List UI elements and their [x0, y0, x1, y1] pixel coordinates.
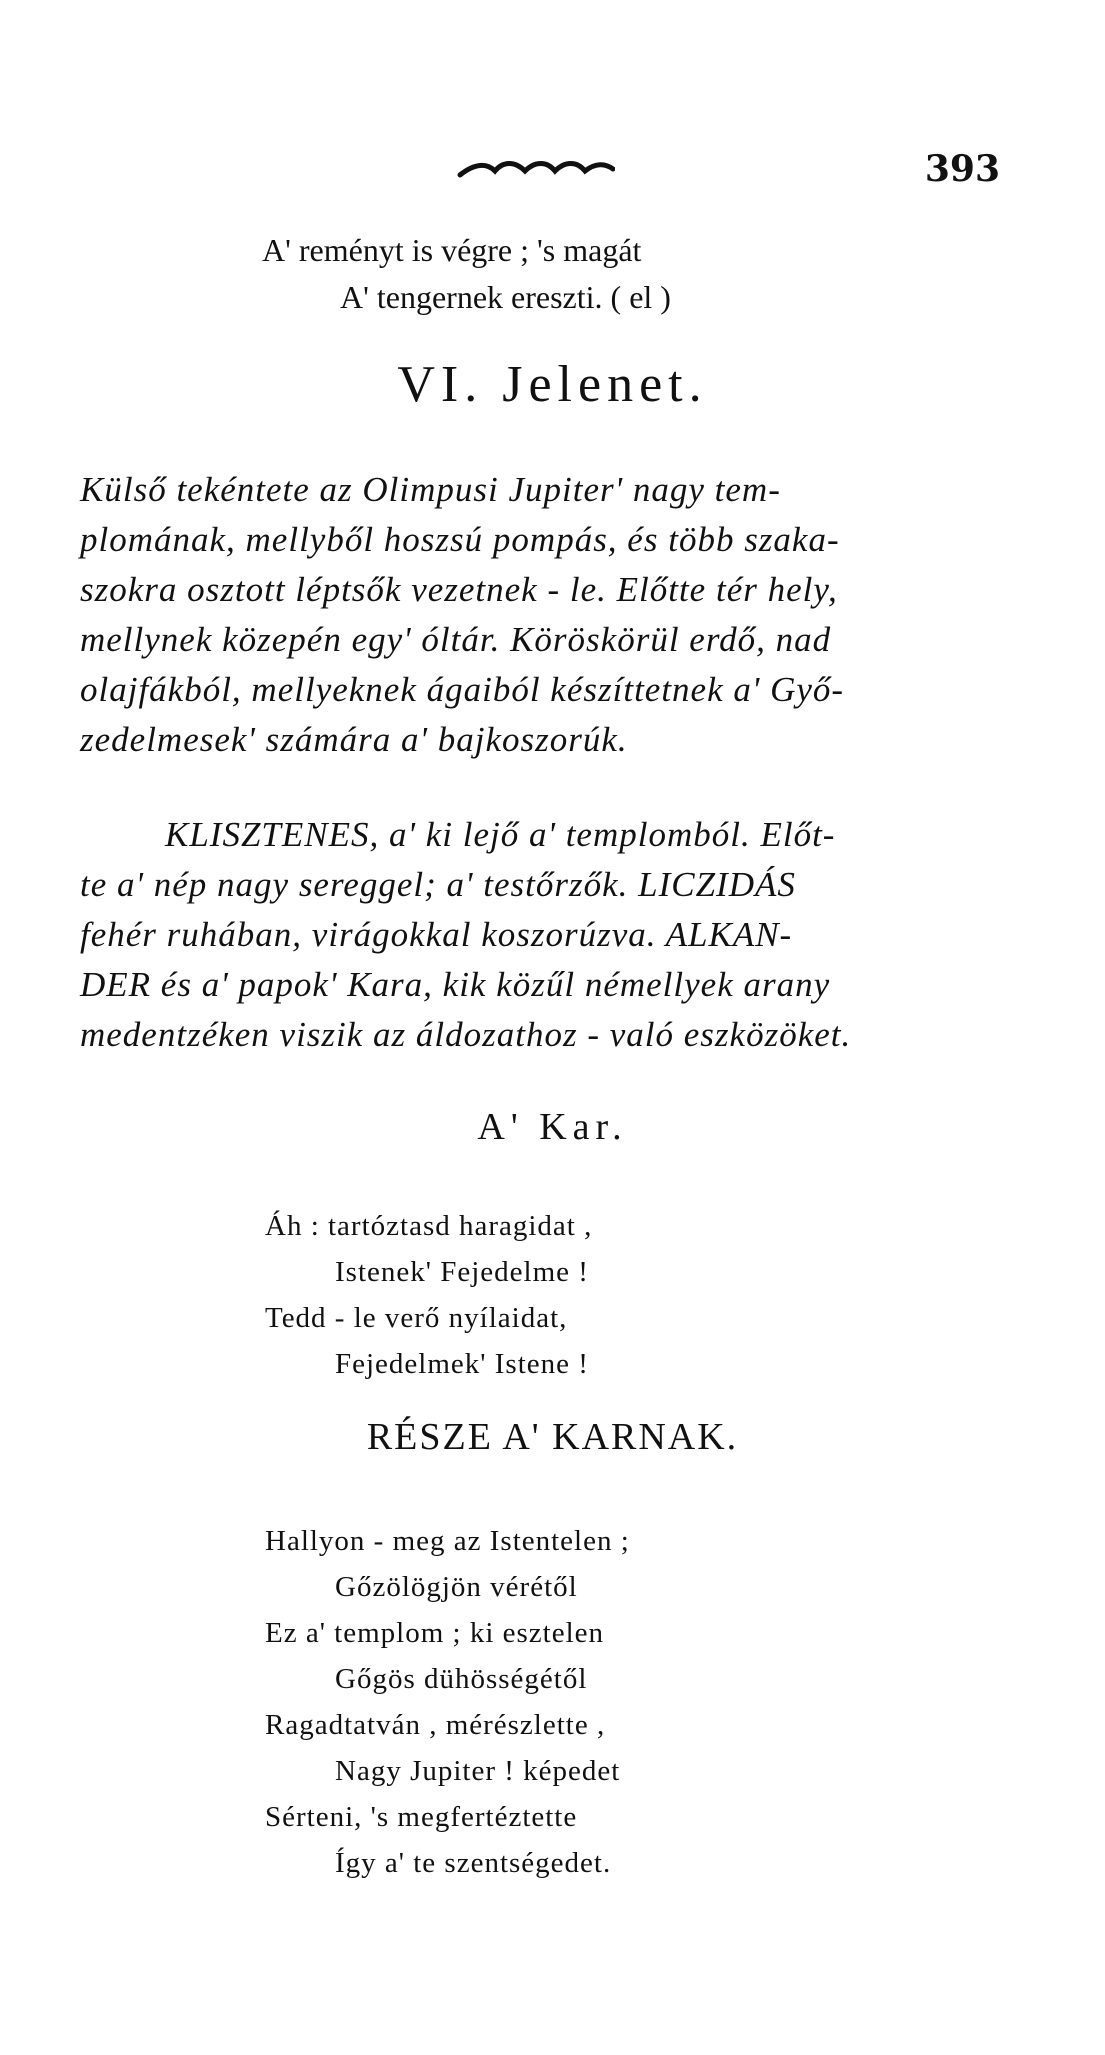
part-verse-line-6: Nagy Jupiter ! képedet	[335, 1755, 621, 1787]
part-verse-line-5: Ragadtatván , mérészlette ,	[265, 1709, 606, 1741]
characters-line-1: KLISZTENES, a' ki lejő a' templomból. Előt-	[165, 815, 836, 854]
scene-title: VI. Jelenet.	[397, 356, 708, 413]
characters-line-2: te a' nép nagy sereggel; a' testőrzők. LICZIDÁS	[80, 865, 796, 904]
stage-direction-line-2: plomának, mellyből hoszsú pompás, és több szaka-	[80, 520, 840, 559]
characters-line-5: medentzéken viszik az áldozathoz - való eszközöket.	[80, 1015, 852, 1054]
stage-direction-line-4: mellynek közepén egy' óltár. Köröskörül erdő, nad	[80, 620, 832, 659]
stage-direction-line-3: szokra osztott léptsők vezetnek - le. Előtte tér hely,	[80, 570, 838, 609]
stage-direction-line-6: zedelmesek' számára a' bajkoszorúk.	[80, 720, 628, 759]
chorus-verse-line-3: Tedd - le verő nyílaidat,	[265, 1302, 568, 1334]
part-verse-line-8: Így a' te szentségedet.	[335, 1847, 612, 1879]
part-verse-line-1: Hallyon - meg az Istentelen ;	[265, 1525, 630, 1557]
chorus-verse-line-4: Fejedelmek' Istene !	[335, 1348, 589, 1380]
part-verse-line-3: Ez a' templom ; ki esztelen	[265, 1617, 605, 1649]
part-verse-line-7: Sérteni, 's megfertéztette	[265, 1801, 578, 1833]
part-verse-line-4: Gőgös dühösségétől	[335, 1663, 588, 1695]
chorus-title: A' Kar.	[477, 1106, 628, 1148]
top-line-2: A' tengernek ereszti. ( el )	[340, 279, 671, 315]
part-title: RÉSZE A' KARNAK.	[366, 1416, 739, 1458]
characters-line-3: fehér ruhában, virágokkal koszorúzva. ALKAN-	[80, 915, 793, 954]
page-number: 393	[924, 148, 1000, 190]
header-ornament	[455, 155, 615, 185]
characters-line-4: DER és a' papok' Kara, kik közűl némellyek arany	[80, 965, 831, 1004]
stage-direction-line-5: olajfákból, mellyeknek ágaiból készíttetnek a' Győ-	[80, 670, 845, 709]
top-line-1: A' reményt is végre ; 's magát	[262, 232, 642, 268]
chorus-verse-line-1: Áh : tartóztasd haragidat ,	[265, 1210, 593, 1242]
part-verse-line-2: Gőzölögjön vérétől	[335, 1571, 578, 1603]
chorus-verse-line-2: Istenek' Fejedelme !	[335, 1256, 589, 1288]
stage-direction-line-1: Külső tekéntete az Olimpusi Jupiter' nagy tem-	[80, 470, 781, 509]
